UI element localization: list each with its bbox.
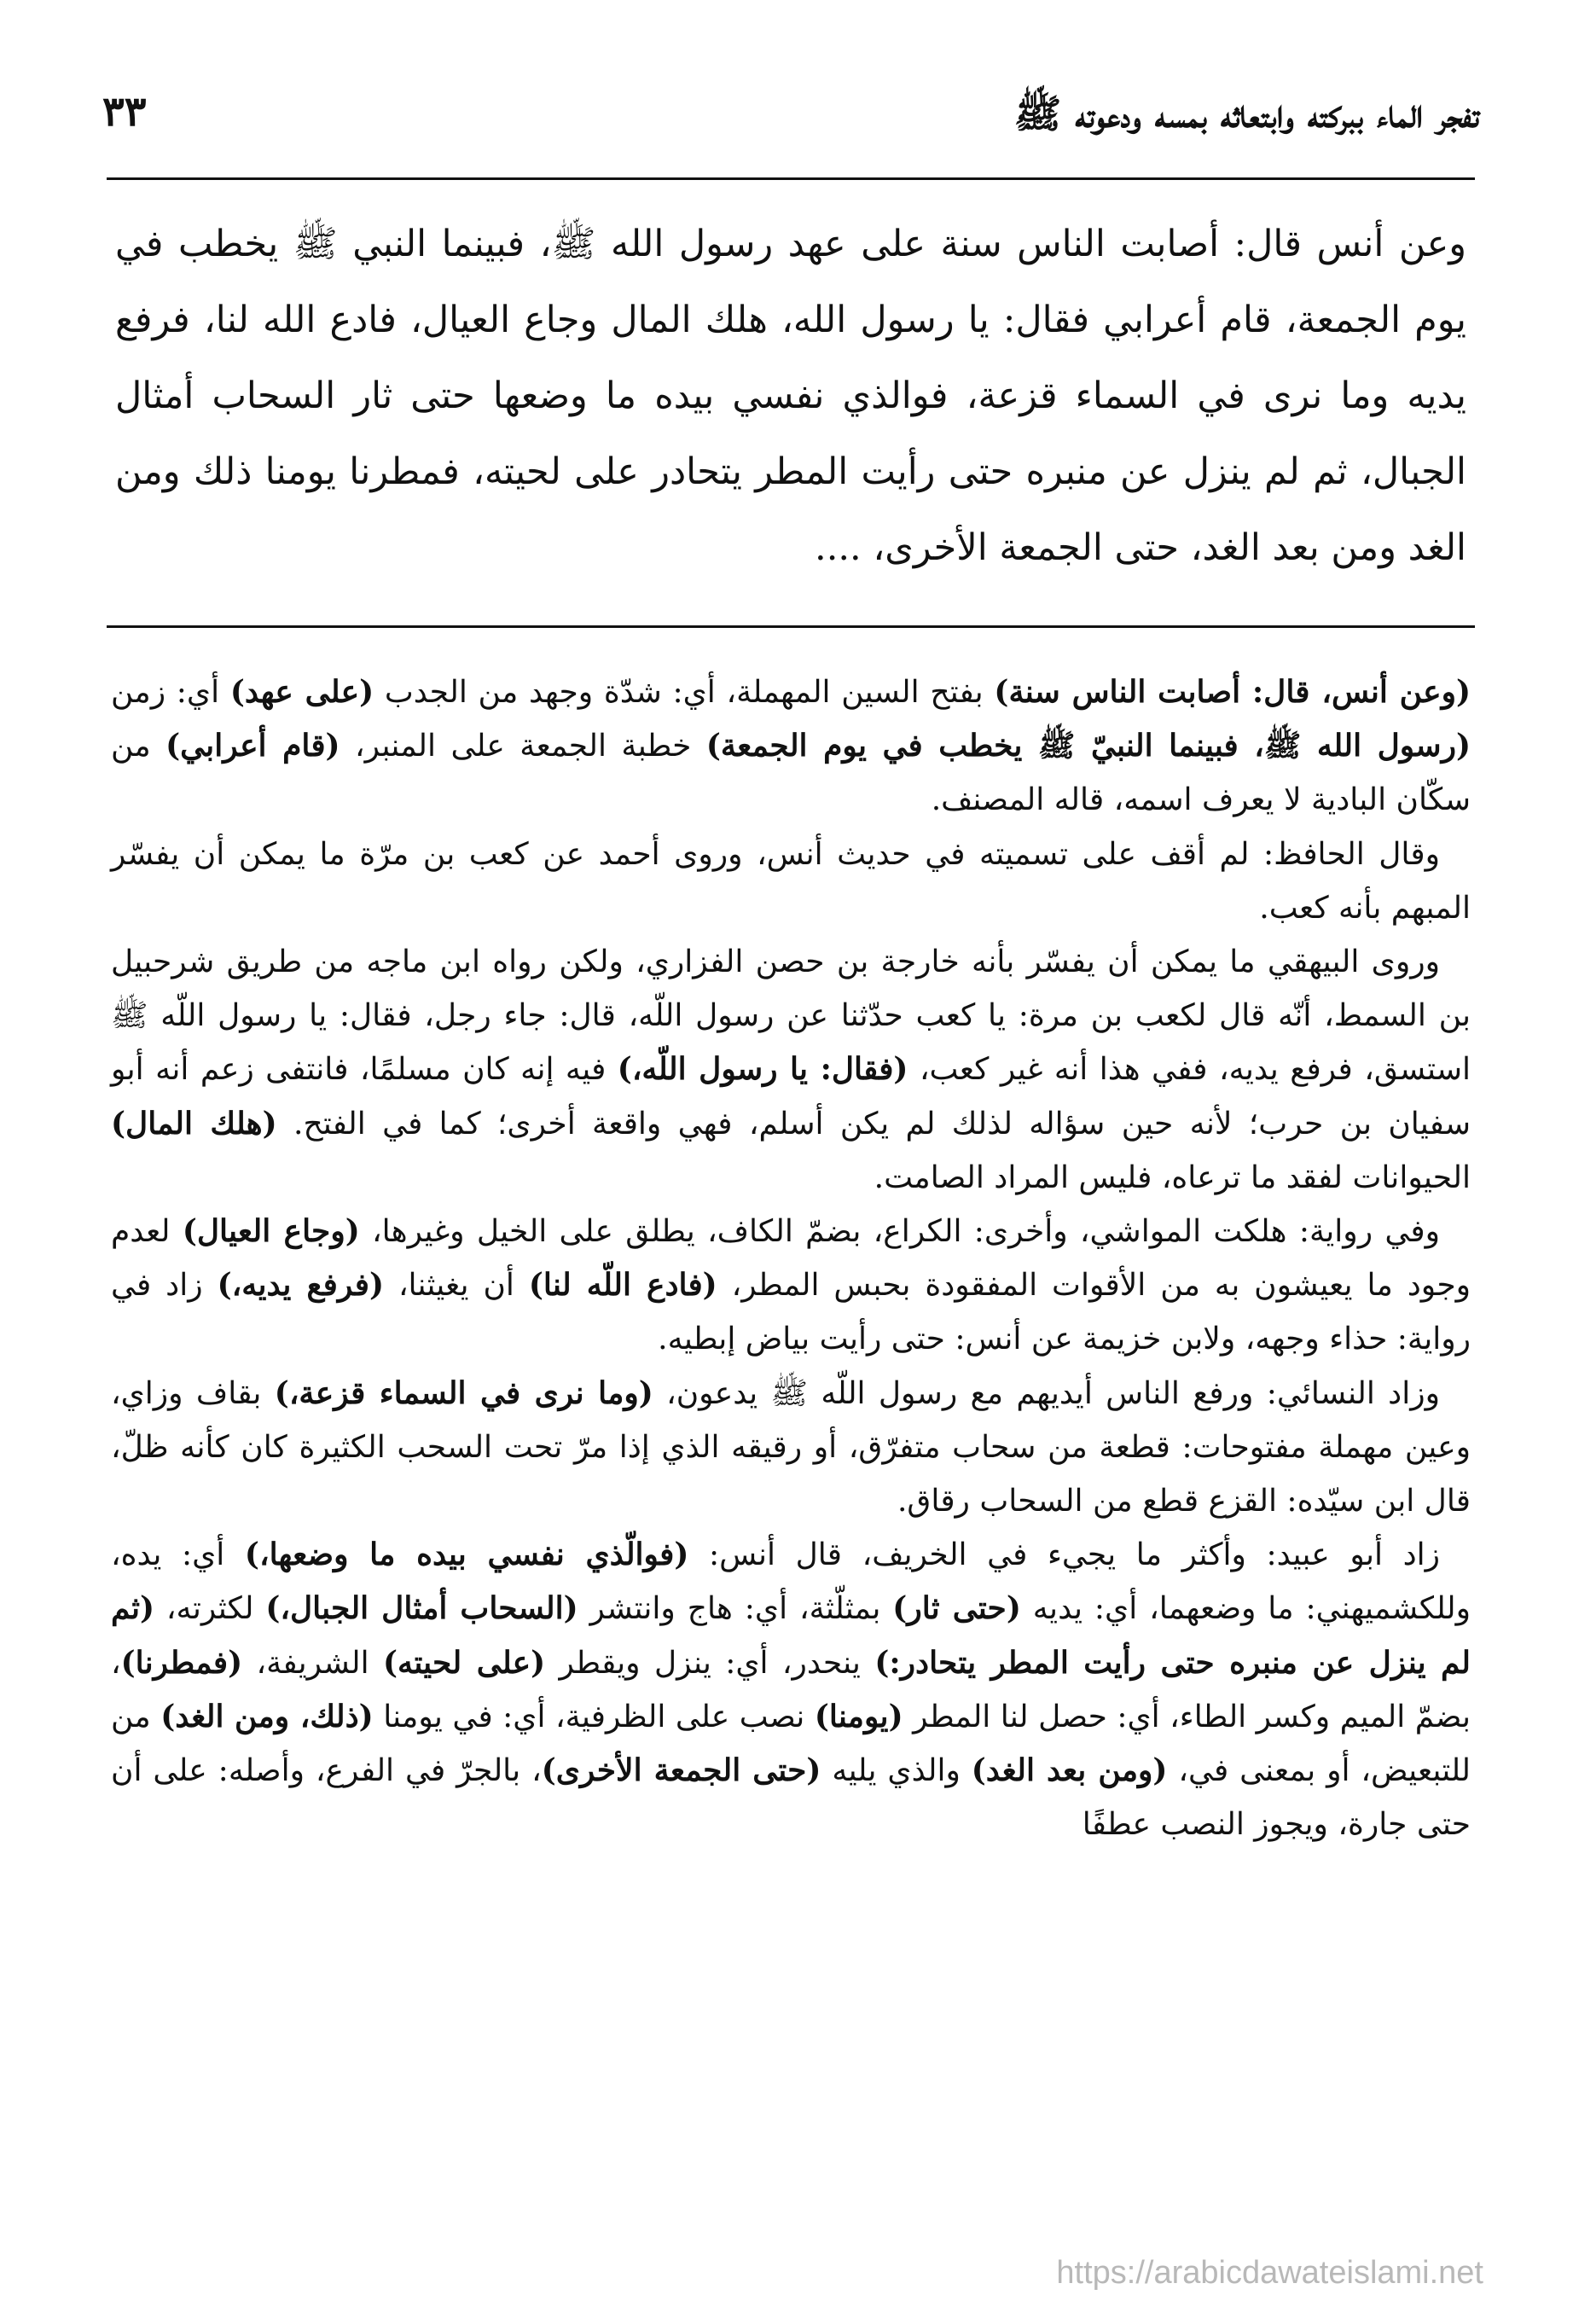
- commentary-paragraph-1: [111, 665, 1471, 828]
- quoted-phrase: (فرفع يديه،): [217, 1267, 384, 1304]
- explanation: الحيوانات لفقد ما ترعاه، فليس المراد الصامت.: [874, 1159, 1471, 1195]
- explanation: بفتح السين المهملة، أي: شدّة وجهد من الجدب: [374, 675, 995, 710]
- quoted-phrase: (يومنا): [814, 1698, 903, 1734]
- running-title: تفجر الماء ببركته وابتعاثه بمسه ودعوته ﷺ: [1013, 90, 1479, 137]
- quoted-phrase: (قام أعرابي): [165, 728, 340, 764]
- quoted-phrase: (السحاب أمثال الجبال،): [265, 1590, 578, 1627]
- page-header: [102, 81, 1479, 149]
- commentary-paragraph-2: وقال الحافظ: لم أقف على تسميته في حديث أنس، وروى أحمد عن كعب بن مرّة ما يمكن أن يفسّر المبهم بأنه كعب.: [111, 836, 1471, 926]
- explanation: من للتبعيض، أو بمعنى في،: [111, 1699, 1471, 1789]
- quoted-phrase: (فوالّذي نفسي بيده ما وضعها،): [244, 1537, 689, 1573]
- commentary-paragraph-3: [111, 935, 1471, 1205]
- hadith-text: وعن أنس قال: أصابت الناس سنة على عهد رسول الله ﷺ، فبينما النبي ﷺ يخطب في يوم الجمعة، قام أعرابي فقال: يا رسول الله، هلك المال وجاع العيال، فادع الله لنا، فرفع يديه وما نرى في السماء قزعة، فوالذي نفسي بيده ما وضعها حتى ثار السحاب أمثال الجبال، ثم لم ينزل عن منبره حتى رأيت المطر يتحادر على لحيته، فمطرنا يومنا ذلك ومن الغد ومن بعد الغد، حتى الجمعة الأخرى، ....: [115, 223, 1466, 569]
- explanation: زاد في رواية: حذاء وجهه، ولابن خزيمة عن أنس: حتى رأيت بياض إبطيه.: [111, 1268, 1471, 1357]
- header-rule: [107, 177, 1475, 180]
- quoted-phrase: (فادع اللّه لنا): [528, 1267, 717, 1304]
- explanation: نصب على الظرفية، أي: في يومنا: [373, 1699, 815, 1734]
- quoted-phrase: (وما نرى في السماء قزعة،): [274, 1374, 653, 1411]
- explanation: بمثلّثة، أي: هاج وانتشر: [578, 1591, 893, 1627]
- explanation: ، بالجرّ في الفرع، وأصله: على أن حتى جارة، ويجوز النصب عطفًا: [111, 1753, 1471, 1843]
- explanation: فيه إنه كان مسلمًا، فانتفى زعم أنه أبو سفيان بن حرب؛ لأنه حين سؤاله لذلك لم يكن أسلم، فهي واقعة أخرى؛ كما في الفتح.: [111, 1052, 1471, 1142]
- quoted-phrase: (ثم لم ينزل عن منبره حتى رأيت المطر يتحادر:): [111, 1590, 1471, 1681]
- explanation: ينحدر، أي: ينزل ويقطر: [545, 1645, 875, 1681]
- explanation: من سكّان البادية لا يعرف اسمه، قاله المصنف.: [111, 729, 1471, 818]
- explanation: لعدم وجود ما يعيشون به من الأقوات المفقودة بحبس المطر،: [111, 1214, 1471, 1304]
- explanation: لكثرته،: [154, 1591, 266, 1627]
- explanation: أي: يده، وللكشميهني: ما وضعهما، أي: يديه: [111, 1537, 1471, 1627]
- explanation: زاد أبو عبيد: وأكثر ما يجيء في الخريف، قال أنس:: [688, 1537, 1440, 1573]
- quoted-phrase: (فقال: يا رسول اللّه،): [617, 1051, 908, 1088]
- page-number: ٣٣: [102, 88, 147, 136]
- explanation: وفي رواية: هلكت المواشي، وأخرى: الكراع، بضمّ الكاف، يطلق على الخيل وغيرها،: [359, 1214, 1440, 1250]
- explanation: الشريفة،: [242, 1645, 383, 1681]
- quoted-phrase: (ذلك، ومن الغد): [160, 1698, 374, 1734]
- explanation: أي: زمن: [111, 675, 230, 710]
- quoted-phrase: (حتى الجمعة الأخرى): [541, 1752, 821, 1789]
- section-divider: [107, 625, 1475, 628]
- commentary-paragraph-6: [111, 1528, 1471, 1851]
- explanation: ، بضمّ الميم وكسر الطاء، أي: حصل لنا المطر: [111, 1645, 1471, 1734]
- explanation: بقاف وزاي، وعين مهملة مفتوحات: قطعة من سحاب متفرّق، أو رقيقه الذي إذا مرّ تحت السحب الكثيرة كان كأنه ظلّ، قال ابن سيّده: القزع قطع من السحاب رقاق.: [111, 1375, 1471, 1519]
- commentary-paragraph-4: [111, 1205, 1471, 1367]
- explanation: وروى البيهقي ما يمكن أن يفسّر بأنه خارجة بن حصن الفزاري، ولكن رواه ابن ماجه من طريق شرحبيل بن السمط، أنّه قال لكعب بن مرة: يا كعب حدّثنا عن رسول اللّه، قال: جاء رجل، فقال: يا رسول اللّه ﷺ استسق، فرفع يديه، ففي هذا أنه غير كعب،: [111, 944, 1471, 1088]
- quoted-phrase: (وعن أنس، قال: أصابت الناس سنة): [994, 674, 1471, 710]
- quoted-phrase: (ومن بعد الغد): [971, 1752, 1168, 1789]
- quoted-phrase: (رسول الله ﷺ، فبينما النبيّ ﷺ يخطب في يوم الجمعة): [705, 728, 1471, 764]
- quoted-phrase: (على لحيته): [382, 1644, 546, 1681]
- explanation: وزاد النسائي: ورفع الناس أيديهم مع رسول اللّه ﷺ يدعون،: [653, 1375, 1440, 1411]
- commentary: [111, 665, 1471, 1851]
- commentary-paragraph-5: [111, 1367, 1471, 1529]
- quoted-phrase: (فمطرنا): [120, 1644, 243, 1681]
- quoted-phrase: (وجاع العيال): [182, 1213, 360, 1250]
- watermark-url: https://arabicdawateislami.net: [1056, 2255, 1483, 2291]
- quoted-phrase: (على عهد): [229, 674, 374, 710]
- quoted-phrase: (حتى ثار): [892, 1590, 1021, 1627]
- explanation: والذي يليه: [821, 1753, 972, 1789]
- quoted-phrase: (هلك المال): [111, 1105, 277, 1142]
- explanation: خطبة الجمعة على المنبر،: [340, 729, 706, 764]
- explanation: أن يغيثنا،: [383, 1268, 529, 1304]
